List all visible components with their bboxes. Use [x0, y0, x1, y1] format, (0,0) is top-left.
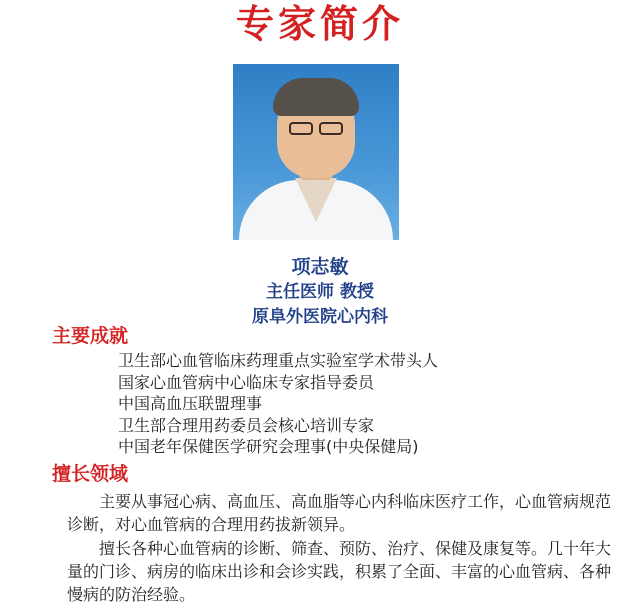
list-item: 中国高血压联盟理事	[118, 394, 263, 413]
page-title: 专家简介	[235, 2, 404, 46]
doctor-title: 主任医师 教授	[266, 282, 374, 302]
list-item: 国家心血管病中心临床专家指导委员	[118, 372, 375, 392]
photo-hair	[273, 78, 359, 116]
achievements-heading: 主要成就	[52, 325, 129, 347]
list-item: 中国老年保健医学研究会理事(中央保健局)	[118, 437, 419, 456]
doctor-department: 原阜外医院心内科	[252, 307, 388, 327]
doctor-photo	[233, 64, 399, 240]
specialty-heading: 擅长领域	[52, 463, 129, 485]
achievements-list	[118, 350, 438, 458]
list-item: 卫生部合理用药委员会核心培训专家	[118, 415, 375, 435]
list-item: 卫生部心血管临床药理重点实验室学术带头人	[118, 351, 439, 370]
photo-glasses	[285, 122, 347, 136]
specialty-paragraph-2: 擅长各种心血管病的诊断、筛查、预防、治疗、保健及康复等。几十年大量的门诊、病房的临床出诊和会诊实践，积累了全面、丰富的心血管病、各种慢病的防治经验。	[67, 539, 612, 604]
specialty-paragraph-1: 主要从事冠心病、高血压、高血脂等心内科临床医疗工作，心血管病规范诊断，对心血管病的合理用药拔新领异。	[67, 492, 612, 534]
doctor-name: 项志敏	[291, 256, 349, 278]
